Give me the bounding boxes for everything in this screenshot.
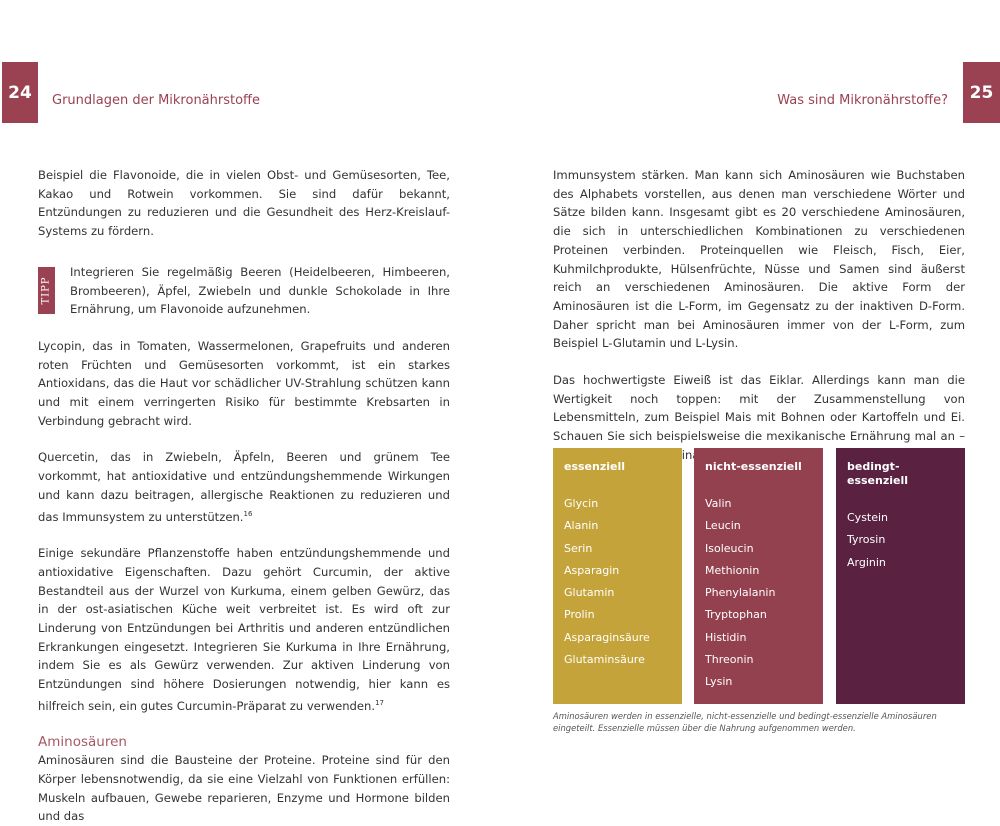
- table-column-essenziell: [553, 448, 682, 704]
- table-column-list: [564, 493, 671, 671]
- list-item: Alanin: [564, 519, 599, 533]
- right-column: [553, 166, 965, 465]
- paragraph: Immunsystem stärken. Man kann sich Aminosäuren wie Buchstaben des Alphabets vorstellen, aus denen man verschiedene Wörter und Sätze bilden kann. Insgesamt gibt es 20 verschiedene Aminosäuren, die sich in unterschiedlichen Kombinationen zu verschiedenen Proteinen verbinden. Proteinquellen wie Fleisch, Fisch, Eier, Kuhmilchprodukte, Hülsenfrüchte, Nüsse und Samen sind äußerst reich an verschiedenen Aminosäuren. Die aktive Form der Aminosäuren ist die L-Form, im Gegensatz zu der inaktiven D-Form. Daher spricht man bei Aminosäuren immer von der L-Form, zum Beispiel L-Glutamin und L-Lysin.: [553, 168, 965, 351]
- tip-label: TIPP: [41, 276, 53, 305]
- table-column-header: bedingt-essenziell: [847, 460, 909, 487]
- table-column-nicht-essenziell: [694, 448, 823, 704]
- paragraph: Beispiel die Flavonoide, die in vielen Obst- und Gemüsesorten, Tee, Kakao und Rotwein vorkommen. Sie sind dafür bekannt, Entzündungen zu reduzieren und die Gesundheit des Herz-Kreislauf-Systems zu fördern.: [38, 168, 450, 239]
- left-column: [38, 166, 450, 826]
- list-item: Valin: [705, 497, 732, 510]
- tip-badge: [38, 267, 55, 314]
- list-item: Threonin: [705, 653, 754, 667]
- table-column-bedingt-essenziell: [836, 448, 965, 704]
- table-column-header: nicht-essenziell: [705, 460, 802, 473]
- list-item: Histidin: [705, 630, 747, 644]
- amino-acid-table: [553, 448, 965, 704]
- list-item: Leucin: [705, 519, 741, 533]
- running-head-right: Was sind Mikronährstoffe?: [777, 93, 948, 108]
- list-item: Serin: [564, 541, 593, 555]
- list-item: Isoleucin: [705, 541, 754, 555]
- table-column-header: essenziell: [564, 460, 626, 473]
- paragraph: [38, 448, 450, 526]
- list-item: Asparagin: [564, 563, 620, 577]
- table-caption: Aminosäuren werden in essenzielle, nicht-essenzielle und bedingt-essenzielle Aminosäuren eingeteilt. Essenzielle müssen über die Nahrung aufgenommen werden.: [553, 711, 937, 733]
- paragraph: Lycopin, das in Tomaten, Wassermelonen, Grapefruits und anderen roten Früchten und Gemüsesorten vorkommt, ist ein starkes Antioxidans, das die Haut vor schädlicher UV-Strahlung schützen kann und mit einem verringerten Risiko für bestimmte Krebsarten in Verbindung gebracht wird.: [38, 338, 450, 428]
- list-item: Tryptophan: [705, 608, 767, 622]
- list-item: Glutaminsäure: [564, 653, 645, 667]
- list-item: Methionin: [705, 563, 760, 577]
- page-number-left: 24: [2, 62, 38, 123]
- paragraph: [38, 544, 450, 715]
- tip-box: [38, 263, 450, 319]
- section-heading: Aminosäuren: [38, 734, 127, 751]
- running-head-left: Grundlagen der Mikronährstoffe: [52, 93, 261, 108]
- list-item: Asparaginsäure: [564, 630, 650, 644]
- paragraph: Aminosäuren sind die Bausteine der Proteine. Proteine sind für den Körper lebensnotwendig, da sie eine Vielzahl von Funktionen erfüllen: Muskeln aufbauen, Gewebe reparieren, Enzyme und Hormone bilden und das: [38, 753, 450, 824]
- list-item: Arginin: [847, 555, 886, 569]
- list-item: Cystein: [847, 511, 889, 524]
- table-column-list: [705, 493, 812, 694]
- paragraph: Das hochwertigste Eiweiß ist das Eiklar. Allerdings kann man die Wertigkeit noch toppen: mit der Zusammenstellung von Lebensmitteln, zum Beispiel Mais mit Bohnen oder Kartoffeln und Ei. Schauen Sie sich beispielsweise die mexikanische Ernährung mal an – Kombinationen: [553, 373, 965, 462]
- page-number-right: 25: [963, 62, 1000, 123]
- list-item: Glycin: [564, 497, 599, 510]
- list-item: Tyrosin: [847, 533, 886, 547]
- tip-text: Integrieren Sie regelmäßig Beeren (Heidelbeeren, Himbeeren, Brombeeren), Äpfel, Zwiebeln und dunkle Schokolade in Ihre Ernährung, um Flavonoide aufzunehmen.: [70, 264, 450, 317]
- table-column-list: [847, 507, 954, 574]
- footnote-marker: 17: [375, 698, 384, 707]
- paragraph-text: Quercetin, das in Zwiebeln, Äpfeln, Beeren und grünem Tee vorkommt, hat antioxidative und entzündungshemmende Wirkungen und kann dazu beitragen, allergische Reaktionen zu reduzieren und das Immunsystem zu unterstützen.: [38, 450, 450, 524]
- list-item: Lysin: [705, 675, 733, 689]
- footnote-marker: 16: [243, 509, 253, 518]
- paragraph-text: Einige sekundäre Pflanzenstoffe haben entzündungshemmende und antioxidative Eigenschaften. Dazu gehört Curcumin, der aktive Bestandteil aus der Wurzel von Kurkuma, einem gelben Gewürz, das in der ost-asiatischen Küche weit verbreitet ist. Es wird oft zur Linderung von Entzündungen bei Arthritis und anderen entzündlichen Erkrankungen eingesetzt. Integrieren Sie Kurkuma in Ihre Ernährung, indem Sie es als Gewürz verwenden. Zur aktiven Linderung von Entzündungen sind höhere Dosierungen notwendig, hier kann es hilfreich sein, ein gutes Curcumin-Präparat zu verwenden.: [38, 546, 450, 713]
- list-item: Phenylalanin: [705, 586, 776, 600]
- list-item: Prolin: [564, 608, 595, 622]
- list-item: Glutamin: [564, 586, 615, 600]
